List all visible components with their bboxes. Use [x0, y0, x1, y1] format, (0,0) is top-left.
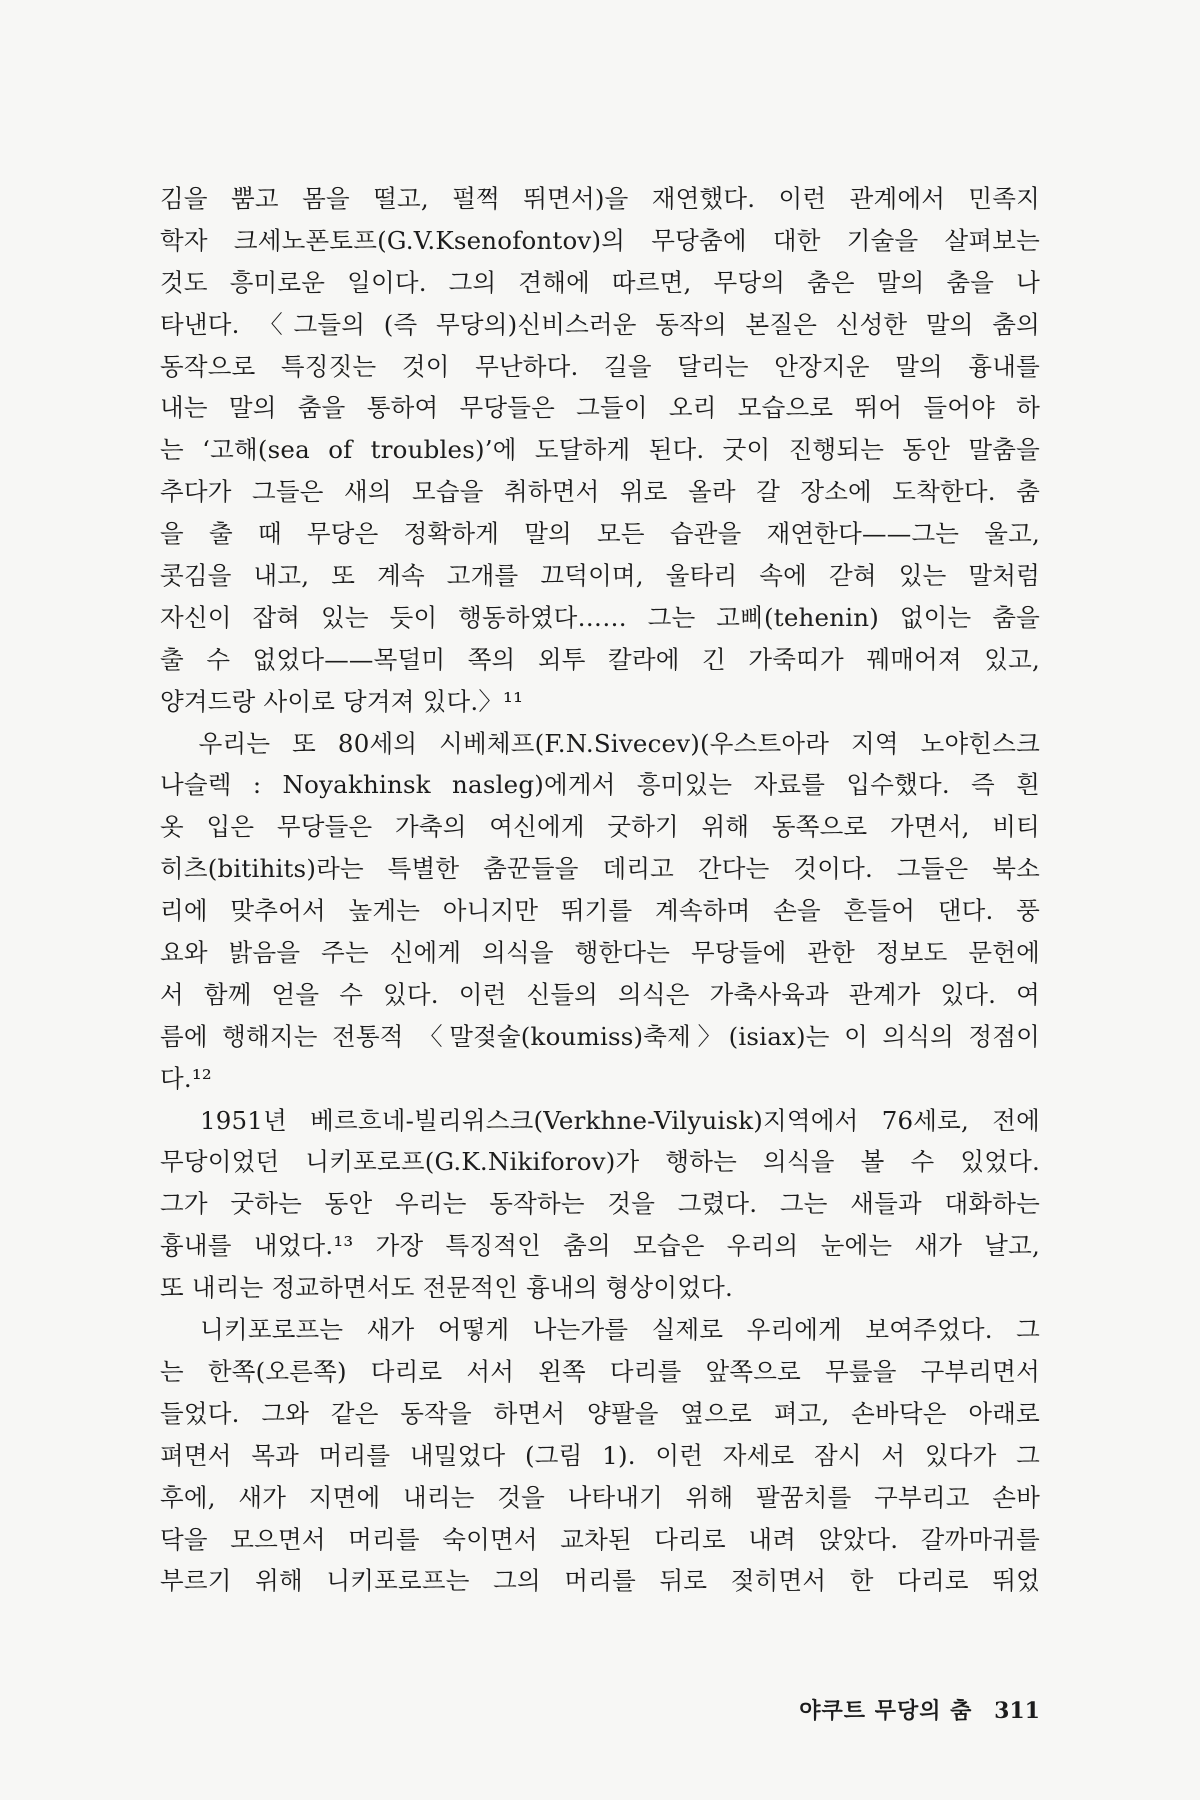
text-line-17: 히츠(bitihits)라는 특별한 춤꾼들을 데리고 간다는 것이다. 그들은 북소 — [160, 854, 1040, 884]
text-line-10: 콧김을 내고, 또 계속 고개를 끄덕이며, 울타리 속에 갇혀 있는 말처럼 — [160, 561, 1040, 591]
text-line-1: 김을 뿜고 몸을 떨고, 펄쩍 뛰면서)을 재연했다. 이런 관계에서 민족지 — [160, 184, 1040, 213]
text-line-22: 다.¹² — [160, 1063, 212, 1093]
text-line-26: 흉내를 내었다.¹³ 가장 특징적인 춤의 모습은 우리의 눈에는 새가 날고, — [160, 1231, 1040, 1261]
text-line-14: 우리는 또 80세의 시베체프(F.N.Sivecev)(우스트아라 지역 노야힌스크 — [160, 728, 1040, 758]
text-line-8: 추다가 그들은 새의 모습을 취하면서 위로 올라 갈 장소에 도착한다. 춤 — [160, 477, 1040, 507]
text-line-27: 또 내리는 정교하면서도 전문적인 흉내의 형상이었다. — [160, 1273, 733, 1303]
page-number: 311 — [994, 1698, 1040, 1724]
text-line-23: 1951년 베르흐네-빌리위스크(Verkhne-Vilyuisk)지역에서 76세로, 전에 — [160, 1105, 1040, 1135]
text-line-29: 는 한쪽(오른쪽) 다리로 서서 왼쪽 다리를 앞쪽으로 무릎을 구부리면서 — [160, 1356, 1040, 1386]
page-footer — [740, 1694, 1040, 1725]
text-line-6: 내는 말의 춤을 통하여 무당들은 그들이 오리 모습으로 뛰어 들어야 하 — [160, 393, 1040, 423]
text-line-16: 옷 입은 무당들은 가축의 여신에게 굿하기 위해 동쪽으로 가면서, 비티 — [160, 812, 1040, 842]
text-line-33: 닥을 모으면서 머리를 숙이면서 교차된 다리로 내려 앉았다. 갈까마귀를 — [160, 1524, 1040, 1554]
text-line-30: 들었다. 그와 같은 동작을 하면서 양팔을 옆으로 펴고, 손바닥은 아래로 — [160, 1398, 1040, 1428]
text-line-25: 그가 굿하는 동안 우리는 동작하는 것을 그렸다. 그는 새들과 대화하는 — [160, 1189, 1040, 1219]
text-line-4: 타낸다. 〈그들의 (즉 무당의)신비스러운 동작의 본질은 신성한 말의 춤의 — [160, 309, 1040, 339]
text-line-5: 동작으로 특징짓는 것이 무난하다. 길을 달리는 안장지운 말의 흉내를 — [160, 351, 1040, 381]
text-line-2: 학자 크세노폰토프(G.V.Ksenofontov)의 무당춤에 대한 기술을 살펴보는 — [160, 225, 1040, 255]
text-line-7: 는 ‘고해(sea of troubles)’에 도달하게 된다. 굿이 진행되는 동안 말춤을 — [160, 435, 1040, 465]
body-text — [160, 178, 1040, 1602]
text-line-19: 요와 밝음을 주는 신에게 의식을 행한다는 무당들에 관한 정보도 문헌에 — [160, 938, 1040, 968]
text-line-34: 부르기 위해 니키포로프는 그의 머리를 뒤로 젖히면서 한 다리로 뛰었 — [160, 1566, 1040, 1596]
text-line-20: 서 함께 얻을 수 있다. 이런 신들의 의식은 가축사육과 관계가 있다. 여 — [160, 979, 1040, 1009]
text-line-12: 출 수 없었다——목덜미 쪽의 외투 칼라에 긴 가죽띠가 꿰매어져 있고, — [160, 644, 1040, 674]
text-line-28: 니키포로프는 새가 어떻게 나는가를 실제로 우리에게 보여주었다. 그 — [160, 1315, 1040, 1345]
text-line-18: 리에 맞추어서 높게는 아니지만 뛰기를 계속하며 손을 흔들어 댄다. 풍 — [160, 896, 1040, 926]
text-line-3: 것도 흥미로운 일이다. 그의 견해에 따르면, 무당의 춤은 말의 춤을 나 — [160, 267, 1040, 297]
text-line-21: 름에 행해지는 전통적 〈말젖술(koumiss)축제〉(isiax)는 이 의식의 정점이 — [160, 1021, 1040, 1051]
text-line-32: 후에, 새가 지면에 내리는 것을 나타내기 위해 팔꿈치를 구부리고 손바 — [160, 1482, 1040, 1512]
text-line-24: 무당이었던 니키포로프(G.K.Nikiforov)가 행하는 의식을 볼 수 있었다. — [160, 1147, 1040, 1177]
running-head: 야쿠트 무당의 춤 — [799, 1699, 973, 1724]
text-line-31: 펴면서 목과 머리를 내밀었다 (그림 1). 이런 자세로 잠시 서 있다가 그 — [160, 1440, 1040, 1470]
text-line-13: 양겨드랑 사이로 당겨져 있다.〉¹¹ — [160, 686, 524, 716]
text-line-9: 을 출 때 무당은 정확하게 말의 모든 습관을 재연한다——그는 울고, — [160, 519, 1040, 549]
text-line-11: 자신이 잡혀 있는 듯이 행동하였다…… 그는 고삐(tehenin) 없이는 춤을 — [160, 602, 1040, 632]
text-line-15: 나슬렉 : Noyakhinsk nasleg)에게서 흥미있는 자료를 입수했다. 즉 흰 — [160, 770, 1040, 800]
